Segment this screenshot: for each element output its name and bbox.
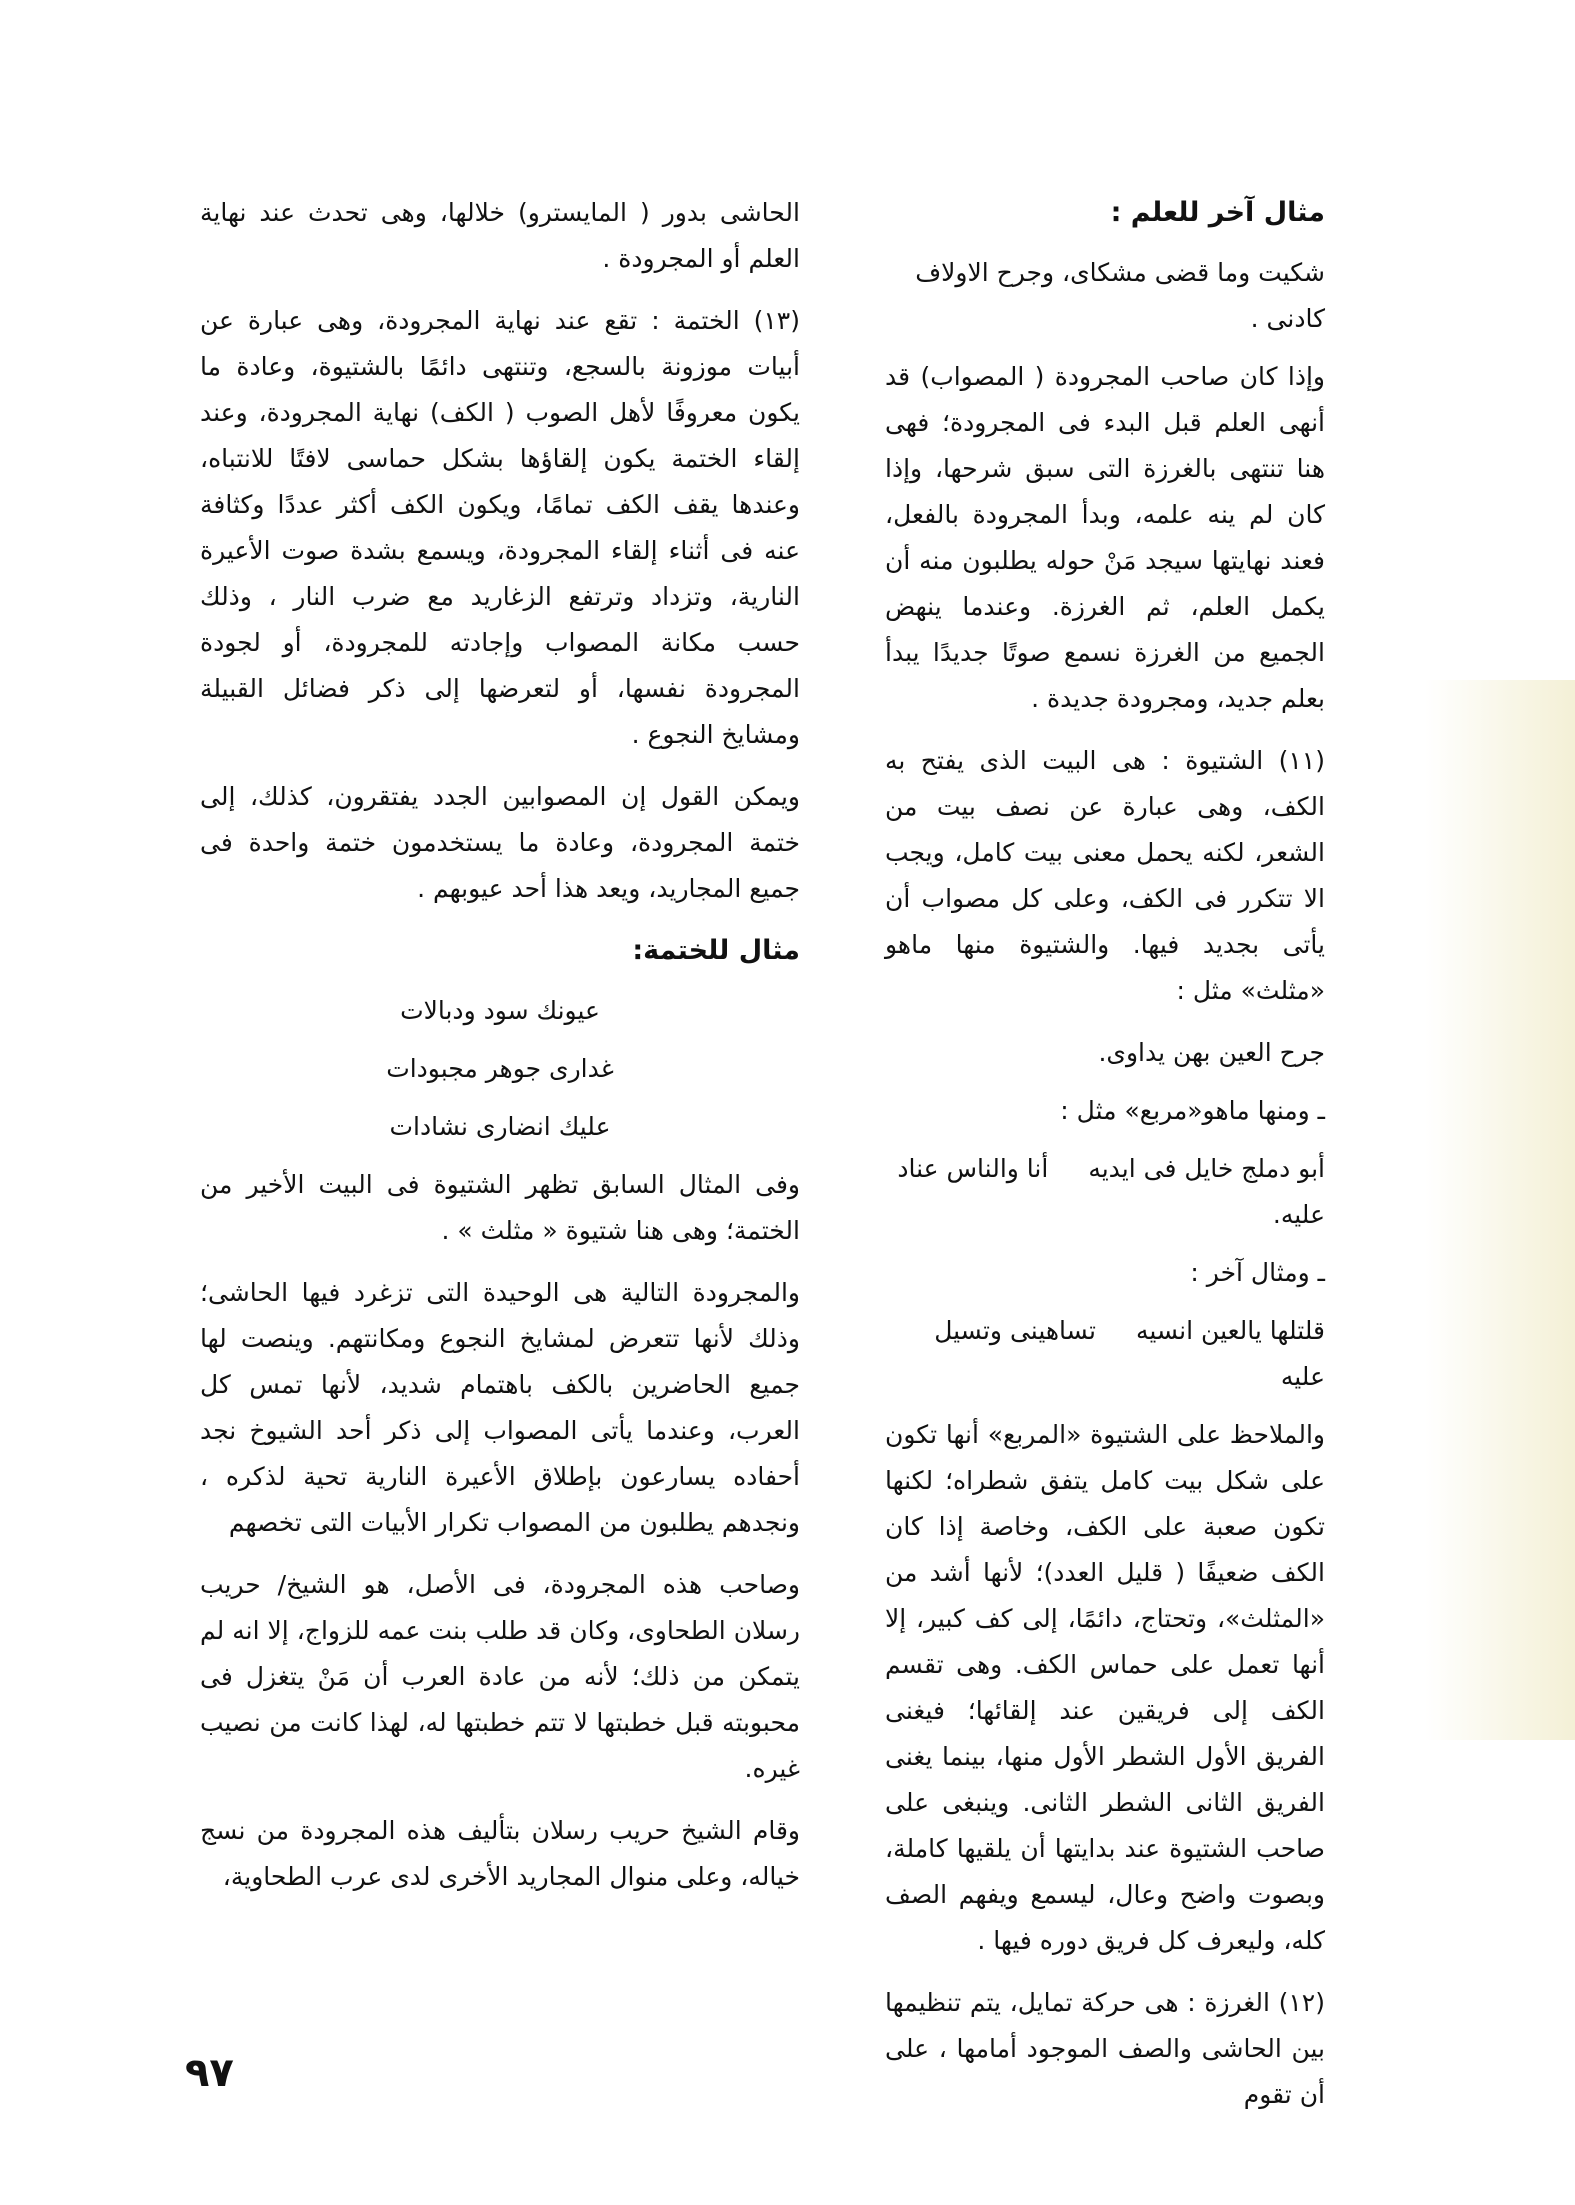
- left-heading: مثال للختمة:: [632, 935, 800, 966]
- paragraph: وفى المثال السابق تظهر الشتيوة فى البيت الأخير من الختمة؛ وهى هنا شتيوة « مثلث » .: [200, 1170, 800, 1245]
- verse-hemistich: أنا والناس عناد عليه.: [897, 1154, 1325, 1229]
- page-edge-shade: [1425, 680, 1575, 1740]
- definition-term: (١٢) الغرزة :: [1187, 1988, 1325, 2017]
- definition-12: [885, 1980, 1325, 2118]
- definition-13: [200, 298, 800, 758]
- page-number: ٩٧: [185, 2050, 234, 2096]
- paragraph: وإذا كان صاحب المجرودة ( المصواب) قد أنهى العلم قبل البدء فى المجرودة؛ فهى هنا تنتهى بالغرزة التى سبق شرحها، وإذا كان لم ينه علمه، وبدأ المجرودة بالفعل، فعند نهايتها سيجد مَنْ حوله يطلبون منه أن يكمل العلم، ثم الغرزة. وعندما ينهض الجميع من الغرزة نسمع صوتًا جديدًا يبدأ بعلم جديد، ومجرودة جديدة .: [885, 362, 1325, 713]
- left-column: [200, 190, 800, 1916]
- paragraph: الحاشى بدور ( المايسترو) خلالها، وهى تحدث عند نهاية العلم أو المجرودة .: [200, 198, 800, 273]
- paragraph: والمجرودة التالية هى الوحيدة التى تزغرد فيها الحاشى؛ وذلك لأنها تتعرض لمشايخ النجوع ومكانتهم. وينصت لها جميع الحاضرين بالكف باهتمام شديد، لأنها تمس كل العرب، وعندما يأتى المصواب إلى ذكر أحد الشيوخ نجد أحفاده يسارعون بإطلاق الأعيرة النارية تحية لذكره ، ونجدهم يطلبون من المصواب تكرار الأبيات التى تخصهم: [200, 1278, 800, 1537]
- right-heading: مثال آخر للعلم :: [1110, 197, 1325, 228]
- paragraph: والملاحظ على الشتيوة «المربع» أنها تكون على شكل بيت كامل يتفق شطراه؛ لكنها تكون صعبة على الكف، وخاصة إذا كان الكف ضعيفًا ( قليل العدد)؛ لأنها أشد من «المثلث»، وتحتاج، دائمًا، إلى كف كبير، إلا أنها تعمل على حماس الكف. وهى تقسم الكف إلى فريقين عند إلقائها؛ فيغنى الفريق الأول الشطر الأول منها، بينما يغنى الفريق الثانى الشطر الثانى. وينبغى على صاحب الشتيوة عند بدايتها أن يلقيها كاملة، وبصوت واضح وعال، ليسمع ويفهم الصف كله، وليعرف كل فريق دوره فيها .: [885, 1420, 1325, 1955]
- verse-line: عليك انضارى نشادات: [389, 1112, 611, 1141]
- definition-text: هى البيت الذى يفتح به الكف، وهى عبارة عن نصف بيت من الشعر، لكنه يحمل معنى بيت كامل، ويجب الا تتكرر فى الكف، وعلى كل مصواب أن يأتى بجديد فيها. والشتيوة منها ماهو «مثلث» مثل :: [885, 746, 1325, 1005]
- paragraph: وقام الشيخ حريب رسلان بتأليف هذه المجرودة من نسج خياله، وعلى منوال المجاريد الأخرى لدى عرب الطحاوية،: [200, 1816, 800, 1891]
- definition-term: (١١) الشتيوة :: [1161, 746, 1325, 775]
- example-label: ـ ومثال آخر :: [1190, 1258, 1325, 1287]
- paragraph: وصاحب هذه المجرودة، فى الأصل، هو الشيخ/ حريب رسلان الطحاوى، وكان قد طلب بنت عمه للزواج، إلا انه لم يتمكن من ذلك؛ لأنه من عادة العرب أن مَنْ يتغزل فى محبوبته قبل خطبتها لا تتم خطبتها له، لهذا كانت من نصيب غيره.: [200, 1570, 800, 1783]
- paragraph: ويمكن القول إن المصوابين الجدد يفتقرون، كذلك، إلى ختمة المجرودة، وعادة ما يستخدمون ختمة واحدة فى جميع المجاريد، ويعد هذا أحد عيوبهم .: [200, 782, 800, 903]
- verse-hemistich: تساهينى وتسيل عليه: [934, 1316, 1325, 1391]
- verse-hemistich: أبو دملج خايل فى ايديه: [1088, 1154, 1325, 1183]
- definition-11: [885, 738, 1325, 1014]
- verse-line: عيونك سود ودبالات: [400, 996, 600, 1025]
- verse-line: جرح العين بهن يداوى.: [1098, 1038, 1325, 1067]
- definition-text: تقع عند نهاية المجرودة، وهى عبارة عن أبيات موزونة بالسجع، وتنتهى دائمًا بالشتيوة، وعادة ما يكون معروفًا لأهل الصوب ( الكف) نهاية المجرودة، وعند إلقاء الختمة يكون إلقاؤها بشكل حماسى لافتًا للانتباه، وعندها يقف الكف تمامًا، ويكون الكف أكثر عددًا وكثافة عنه فى أثناء إلقاء المجرودة، ويسمع بشدة صوت الأعيرة النارية، وتزداد وترتفع الزغاريد مع ضرب النار ، وذلك حسب مكانة المصواب وإجادته للمجرودة، أو لجودة المجرودة نفسها، أو لتعرضها إلى ذكر فضائل القبيلة ومشايخ النجوع .: [200, 306, 800, 749]
- verse-couplet: [885, 1146, 1325, 1238]
- definition-text: هى حركة تمايل، يتم تنظيمها بين الحاشى والصف الموجود أمامها ، على أن تقوم: [885, 1988, 1325, 2109]
- verse-line: شكيت وما قضى مشكاى، وجرح الاولاف كادنى .: [915, 258, 1325, 333]
- example-label: ـ ومنها ماهو«مربع» مثل :: [1060, 1096, 1325, 1125]
- definition-term: (١٣) الختمة :: [651, 306, 800, 335]
- right-column: [885, 190, 1325, 2134]
- verse-couplet: [885, 1308, 1325, 1400]
- verse-hemistich: قلتلها يالعين انسيه: [1135, 1316, 1325, 1345]
- verse-line: غدارى جوهر مجبودات: [386, 1054, 614, 1083]
